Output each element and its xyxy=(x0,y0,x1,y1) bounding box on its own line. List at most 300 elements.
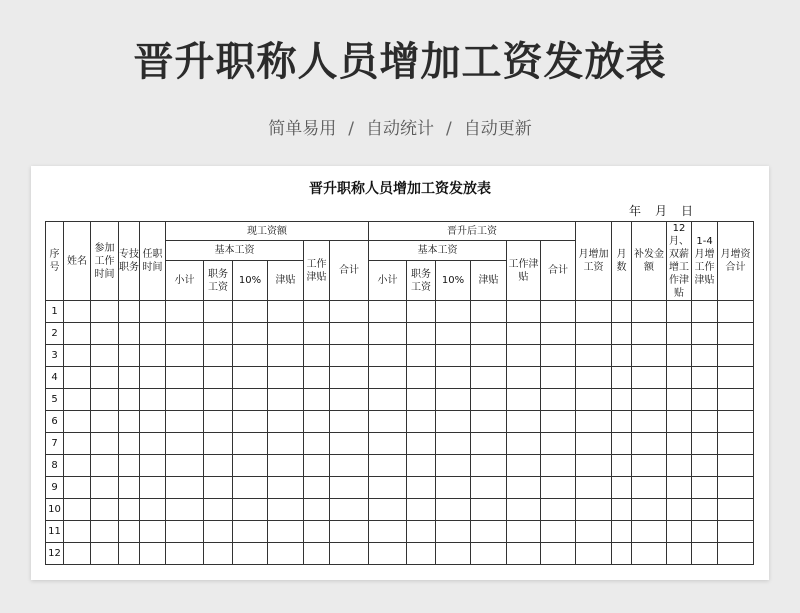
table-cell[interactable] xyxy=(632,521,667,543)
table-cell[interactable] xyxy=(507,323,541,345)
table-cell[interactable] xyxy=(268,301,304,323)
table-cell[interactable] xyxy=(369,389,407,411)
table-cell[interactable] xyxy=(91,411,119,433)
table-cell[interactable] xyxy=(692,455,718,477)
table-cell[interactable] xyxy=(692,433,718,455)
table-cell[interactable] xyxy=(507,477,541,499)
row-number: 9 xyxy=(46,477,64,499)
table-cell[interactable] xyxy=(330,301,369,323)
table-cell[interactable] xyxy=(667,499,692,521)
table-cell[interactable] xyxy=(304,433,330,455)
table-cell[interactable] xyxy=(667,323,692,345)
table-cell[interactable] xyxy=(632,543,667,565)
table-cell[interactable] xyxy=(471,323,507,345)
table-cell[interactable] xyxy=(166,411,204,433)
table-cell[interactable] xyxy=(64,521,91,543)
table-cell[interactable] xyxy=(204,345,233,367)
table-cell[interactable] xyxy=(471,433,507,455)
table-cell[interactable] xyxy=(330,477,369,499)
table-cell[interactable] xyxy=(233,433,268,455)
table-cell[interactable] xyxy=(119,411,140,433)
table-cell[interactable] xyxy=(471,411,507,433)
row-number: 7 xyxy=(46,433,64,455)
table-cell[interactable] xyxy=(166,389,204,411)
table-cell[interactable] xyxy=(436,499,471,521)
table-cell[interactable] xyxy=(436,477,471,499)
table-cell[interactable] xyxy=(576,411,612,433)
table-cell[interactable] xyxy=(304,367,330,389)
header-allowance: 津贴 xyxy=(268,261,304,301)
table-cell[interactable] xyxy=(268,521,304,543)
table-cell[interactable] xyxy=(64,345,91,367)
header-basic-salary: 基本工资 xyxy=(166,241,304,261)
table-cell[interactable] xyxy=(64,367,91,389)
table-cell[interactable] xyxy=(330,345,369,367)
table-row xyxy=(46,389,754,411)
table-cell[interactable] xyxy=(140,521,166,543)
table-cell[interactable] xyxy=(612,455,632,477)
table-cell[interactable] xyxy=(140,411,166,433)
table-cell[interactable] xyxy=(119,477,140,499)
table-cell[interactable] xyxy=(541,433,576,455)
table-cell[interactable] xyxy=(330,543,369,565)
year-label: 年 xyxy=(629,204,642,218)
table-cell[interactable] xyxy=(119,345,140,367)
table-cell[interactable] xyxy=(407,499,436,521)
table-cell[interactable] xyxy=(507,521,541,543)
table-cell[interactable] xyxy=(632,367,667,389)
table-cell[interactable] xyxy=(612,477,632,499)
table-cell[interactable] xyxy=(612,411,632,433)
table-cell[interactable] xyxy=(233,345,268,367)
table-cell[interactable] xyxy=(436,521,471,543)
row-number: 11 xyxy=(46,521,64,543)
table-cell[interactable] xyxy=(667,455,692,477)
table-cell[interactable] xyxy=(140,477,166,499)
table-cell[interactable] xyxy=(436,389,471,411)
table-cell[interactable] xyxy=(576,345,612,367)
table-cell[interactable] xyxy=(718,301,754,323)
table-cell[interactable] xyxy=(718,455,754,477)
table-cell[interactable] xyxy=(369,367,407,389)
table-cell[interactable] xyxy=(718,433,754,455)
subtitle-item: 自动更新 xyxy=(463,119,532,139)
table-cell[interactable] xyxy=(667,543,692,565)
header-back-pay: 补发金额 xyxy=(632,222,667,301)
table-cell[interactable] xyxy=(64,411,91,433)
table-cell[interactable] xyxy=(718,411,754,433)
table-cell[interactable] xyxy=(140,323,166,345)
table-cell[interactable] xyxy=(612,521,632,543)
header-ten-percent: 10% xyxy=(436,261,471,301)
table-cell[interactable] xyxy=(541,521,576,543)
table-cell[interactable] xyxy=(471,301,507,323)
sheet-title: 晋升职称人员增加工资发放表 xyxy=(309,181,491,197)
table-cell[interactable] xyxy=(541,345,576,367)
table-cell[interactable] xyxy=(91,433,119,455)
table-row xyxy=(46,499,754,521)
table-cell[interactable] xyxy=(407,477,436,499)
table-cell[interactable] xyxy=(268,389,304,411)
table-cell[interactable] xyxy=(612,323,632,345)
table-cell[interactable] xyxy=(204,301,233,323)
table-cell[interactable] xyxy=(330,521,369,543)
table-cell[interactable] xyxy=(692,367,718,389)
table-cell[interactable] xyxy=(436,301,471,323)
table-cell[interactable] xyxy=(471,367,507,389)
table-cell[interactable] xyxy=(119,301,140,323)
table-cell[interactable] xyxy=(541,477,576,499)
month-label: 月 xyxy=(655,204,668,218)
table-cell[interactable] xyxy=(667,367,692,389)
day-label: 日 xyxy=(681,204,694,218)
header-basic-salary: 基本工资 xyxy=(369,241,507,261)
table-cell[interactable] xyxy=(304,477,330,499)
table-cell[interactable] xyxy=(140,499,166,521)
table-cell[interactable] xyxy=(330,323,369,345)
table-cell[interactable] xyxy=(304,499,330,521)
table-cell[interactable] xyxy=(407,389,436,411)
table-cell[interactable] xyxy=(91,389,119,411)
table-cell[interactable] xyxy=(507,367,541,389)
table-cell[interactable] xyxy=(91,345,119,367)
table-cell[interactable] xyxy=(541,367,576,389)
table-cell[interactable] xyxy=(718,323,754,345)
table-cell[interactable] xyxy=(204,543,233,565)
table-cell[interactable] xyxy=(268,367,304,389)
subtitle-item: 自动统计 xyxy=(366,119,434,139)
table-cell[interactable] xyxy=(204,477,233,499)
table-cell[interactable] xyxy=(268,477,304,499)
table-cell[interactable] xyxy=(407,345,436,367)
table-cell[interactable] xyxy=(140,345,166,367)
table-cell[interactable] xyxy=(436,433,471,455)
table-cell[interactable] xyxy=(91,455,119,477)
table-cell[interactable] xyxy=(369,477,407,499)
table-cell[interactable] xyxy=(330,367,369,389)
table-cell[interactable] xyxy=(140,455,166,477)
table-cell[interactable] xyxy=(541,455,576,477)
table-cell[interactable] xyxy=(64,433,91,455)
table-row xyxy=(46,301,754,323)
table-cell[interactable] xyxy=(64,499,91,521)
table-cell[interactable] xyxy=(667,411,692,433)
row-number: 4 xyxy=(46,367,64,389)
table-cell[interactable] xyxy=(692,521,718,543)
table-cell[interactable] xyxy=(436,411,471,433)
table-cell[interactable] xyxy=(576,543,612,565)
table-cell[interactable] xyxy=(330,455,369,477)
table-cell[interactable] xyxy=(369,499,407,521)
table-cell[interactable] xyxy=(119,543,140,565)
table-cell[interactable] xyxy=(692,323,718,345)
table-cell[interactable] xyxy=(692,411,718,433)
header-subtotal: 小计 xyxy=(166,261,204,301)
table-cell[interactable] xyxy=(330,499,369,521)
table-cell[interactable] xyxy=(268,543,304,565)
table-cell[interactable] xyxy=(369,411,407,433)
table-cell[interactable] xyxy=(330,389,369,411)
table-cell[interactable] xyxy=(507,345,541,367)
table-cell[interactable] xyxy=(718,543,754,565)
table-cell[interactable] xyxy=(268,499,304,521)
table-cell[interactable] xyxy=(507,433,541,455)
table-cell[interactable] xyxy=(233,521,268,543)
table-cell[interactable] xyxy=(718,477,754,499)
table-cell[interactable] xyxy=(541,389,576,411)
table-cell[interactable] xyxy=(304,521,330,543)
table-cell[interactable] xyxy=(471,455,507,477)
table-cell[interactable] xyxy=(166,499,204,521)
table-cell[interactable] xyxy=(632,433,667,455)
table-cell[interactable] xyxy=(166,345,204,367)
table-cell[interactable] xyxy=(119,367,140,389)
table-cell[interactable] xyxy=(64,389,91,411)
table-cell[interactable] xyxy=(233,499,268,521)
table-cell[interactable] xyxy=(718,521,754,543)
table-cell[interactable] xyxy=(166,323,204,345)
table-cell[interactable] xyxy=(436,543,471,565)
table-cell[interactable] xyxy=(140,301,166,323)
table-cell[interactable] xyxy=(667,345,692,367)
table-cell[interactable] xyxy=(507,455,541,477)
table-cell[interactable] xyxy=(204,323,233,345)
table-cell[interactable] xyxy=(692,499,718,521)
table-cell[interactable] xyxy=(304,301,330,323)
table-cell[interactable] xyxy=(304,543,330,565)
table-cell[interactable] xyxy=(140,543,166,565)
table-cell[interactable] xyxy=(632,301,667,323)
table-cell[interactable] xyxy=(166,477,204,499)
banner-subtitle xyxy=(0,114,800,139)
table-cell[interactable] xyxy=(667,389,692,411)
table-cell[interactable] xyxy=(91,521,119,543)
row-number: 8 xyxy=(46,455,64,477)
table-cell[interactable] xyxy=(407,433,436,455)
header-total: 合计 xyxy=(541,241,576,301)
table-cell[interactable] xyxy=(91,301,119,323)
table-cell[interactable] xyxy=(407,411,436,433)
table-cell[interactable] xyxy=(166,521,204,543)
table-cell[interactable] xyxy=(233,323,268,345)
table-row xyxy=(46,477,754,499)
table-cell[interactable] xyxy=(436,323,471,345)
table-cell[interactable] xyxy=(632,411,667,433)
table-cell[interactable] xyxy=(692,477,718,499)
table-cell[interactable] xyxy=(407,301,436,323)
table-cell[interactable] xyxy=(692,389,718,411)
table-cell[interactable] xyxy=(119,433,140,455)
row-number: 5 xyxy=(46,389,64,411)
table-cell[interactable] xyxy=(140,367,166,389)
table-cell[interactable] xyxy=(407,543,436,565)
table-cell[interactable] xyxy=(91,477,119,499)
table-cell[interactable] xyxy=(507,389,541,411)
table-cell[interactable] xyxy=(576,499,612,521)
table-cell[interactable] xyxy=(304,323,330,345)
table-cell[interactable] xyxy=(541,301,576,323)
table-cell[interactable] xyxy=(541,543,576,565)
table-cell[interactable] xyxy=(632,455,667,477)
header-allowance: 津贴 xyxy=(471,261,507,301)
table-cell[interactable] xyxy=(576,323,612,345)
table-cell[interactable] xyxy=(204,389,233,411)
table-cell[interactable] xyxy=(119,323,140,345)
table-cell[interactable] xyxy=(91,543,119,565)
table-cell[interactable] xyxy=(330,433,369,455)
header-after-promotion: 晋升后工资 xyxy=(369,222,576,241)
table-cell[interactable] xyxy=(166,543,204,565)
table-cell[interactable] xyxy=(204,521,233,543)
table-cell[interactable] xyxy=(632,345,667,367)
table-cell[interactable] xyxy=(369,543,407,565)
table-cell[interactable] xyxy=(268,411,304,433)
table-cell[interactable] xyxy=(204,499,233,521)
table-cell[interactable] xyxy=(369,433,407,455)
table-cell[interactable] xyxy=(692,301,718,323)
table-cell[interactable] xyxy=(369,345,407,367)
table-cell[interactable] xyxy=(667,433,692,455)
table-cell[interactable] xyxy=(407,521,436,543)
table-cell[interactable] xyxy=(140,389,166,411)
table-cell[interactable] xyxy=(612,389,632,411)
table-cell[interactable] xyxy=(64,301,91,323)
table-cell[interactable] xyxy=(64,543,91,565)
table-row xyxy=(46,543,754,565)
table-cell[interactable] xyxy=(718,345,754,367)
table-cell[interactable] xyxy=(64,323,91,345)
table-cell[interactable] xyxy=(576,389,612,411)
table-cell[interactable] xyxy=(471,499,507,521)
table-cell[interactable] xyxy=(304,411,330,433)
table-cell[interactable] xyxy=(268,323,304,345)
table-cell[interactable] xyxy=(233,543,268,565)
table-cell[interactable] xyxy=(632,477,667,499)
table-cell[interactable] xyxy=(471,543,507,565)
table-cell[interactable] xyxy=(268,345,304,367)
table-cell[interactable] xyxy=(166,433,204,455)
table-cell[interactable] xyxy=(304,455,330,477)
table-cell[interactable] xyxy=(64,477,91,499)
table-cell[interactable] xyxy=(166,455,204,477)
table-cell[interactable] xyxy=(166,367,204,389)
table-cell[interactable] xyxy=(119,455,140,477)
table-cell[interactable] xyxy=(632,389,667,411)
table-cell[interactable] xyxy=(718,389,754,411)
table-cell[interactable] xyxy=(64,455,91,477)
table-row xyxy=(46,433,754,455)
table-cell[interactable] xyxy=(692,543,718,565)
header-total: 合计 xyxy=(330,241,369,301)
table-cell[interactable] xyxy=(369,301,407,323)
table-cell[interactable] xyxy=(507,411,541,433)
table-cell[interactable] xyxy=(612,367,632,389)
table-cell[interactable] xyxy=(576,301,612,323)
table-cell[interactable] xyxy=(330,411,369,433)
table-cell[interactable] xyxy=(119,389,140,411)
table-cell[interactable] xyxy=(612,543,632,565)
table-cell[interactable] xyxy=(369,323,407,345)
table-cell[interactable] xyxy=(576,433,612,455)
table-cell[interactable] xyxy=(632,323,667,345)
table-cell[interactable] xyxy=(471,477,507,499)
table-cell[interactable] xyxy=(407,323,436,345)
table-cell[interactable] xyxy=(471,345,507,367)
header-post-salary: 职务工资 xyxy=(407,261,436,301)
table-cell[interactable] xyxy=(233,301,268,323)
table-cell[interactable] xyxy=(718,499,754,521)
table-cell[interactable] xyxy=(204,411,233,433)
table-cell[interactable] xyxy=(140,433,166,455)
table-cell[interactable] xyxy=(471,521,507,543)
table-cell[interactable] xyxy=(541,323,576,345)
row-number: 1 xyxy=(46,301,64,323)
table-cell[interactable] xyxy=(612,433,632,455)
table-cell[interactable] xyxy=(718,367,754,389)
table-cell[interactable] xyxy=(166,301,204,323)
table-cell[interactable] xyxy=(541,499,576,521)
table-cell[interactable] xyxy=(436,345,471,367)
table-cell[interactable] xyxy=(436,455,471,477)
subtitle-separator: / xyxy=(446,119,452,139)
table-cell[interactable] xyxy=(576,521,612,543)
table-cell[interactable] xyxy=(91,367,119,389)
table-cell[interactable] xyxy=(407,455,436,477)
header-post-salary: 职务工资 xyxy=(204,261,233,301)
table-cell[interactable] xyxy=(507,543,541,565)
table-cell[interactable] xyxy=(471,389,507,411)
table-cell[interactable] xyxy=(507,301,541,323)
table-cell[interactable] xyxy=(268,433,304,455)
table-cell[interactable] xyxy=(576,367,612,389)
table-cell[interactable] xyxy=(204,455,233,477)
table-cell[interactable] xyxy=(91,323,119,345)
table-cell[interactable] xyxy=(667,521,692,543)
table-cell[interactable] xyxy=(667,477,692,499)
table-cell[interactable] xyxy=(304,345,330,367)
table-cell[interactable] xyxy=(612,301,632,323)
table-cell[interactable] xyxy=(233,477,268,499)
table-row xyxy=(46,323,754,345)
table-cell[interactable] xyxy=(204,433,233,455)
table-cell[interactable] xyxy=(233,389,268,411)
table-cell[interactable] xyxy=(576,455,612,477)
table-cell[interactable] xyxy=(233,455,268,477)
table-cell[interactable] xyxy=(407,367,436,389)
table-cell[interactable] xyxy=(233,367,268,389)
table-cell[interactable] xyxy=(667,301,692,323)
row-number: 2 xyxy=(46,323,64,345)
table-cell[interactable] xyxy=(507,499,541,521)
table-cell[interactable] xyxy=(692,345,718,367)
table-cell[interactable] xyxy=(233,411,268,433)
table-cell[interactable] xyxy=(576,477,612,499)
table-cell[interactable] xyxy=(369,521,407,543)
table-cell[interactable] xyxy=(369,455,407,477)
table-cell[interactable] xyxy=(612,499,632,521)
table-cell[interactable] xyxy=(612,345,632,367)
table-cell[interactable] xyxy=(119,521,140,543)
table-cell[interactable] xyxy=(268,455,304,477)
table-cell[interactable] xyxy=(119,499,140,521)
table-cell[interactable] xyxy=(91,499,119,521)
table-cell[interactable] xyxy=(304,389,330,411)
table-cell[interactable] xyxy=(436,367,471,389)
header-ten-percent: 10% xyxy=(233,261,268,301)
table-cell[interactable] xyxy=(204,367,233,389)
table-cell[interactable] xyxy=(632,499,667,521)
table-cell[interactable] xyxy=(541,411,576,433)
